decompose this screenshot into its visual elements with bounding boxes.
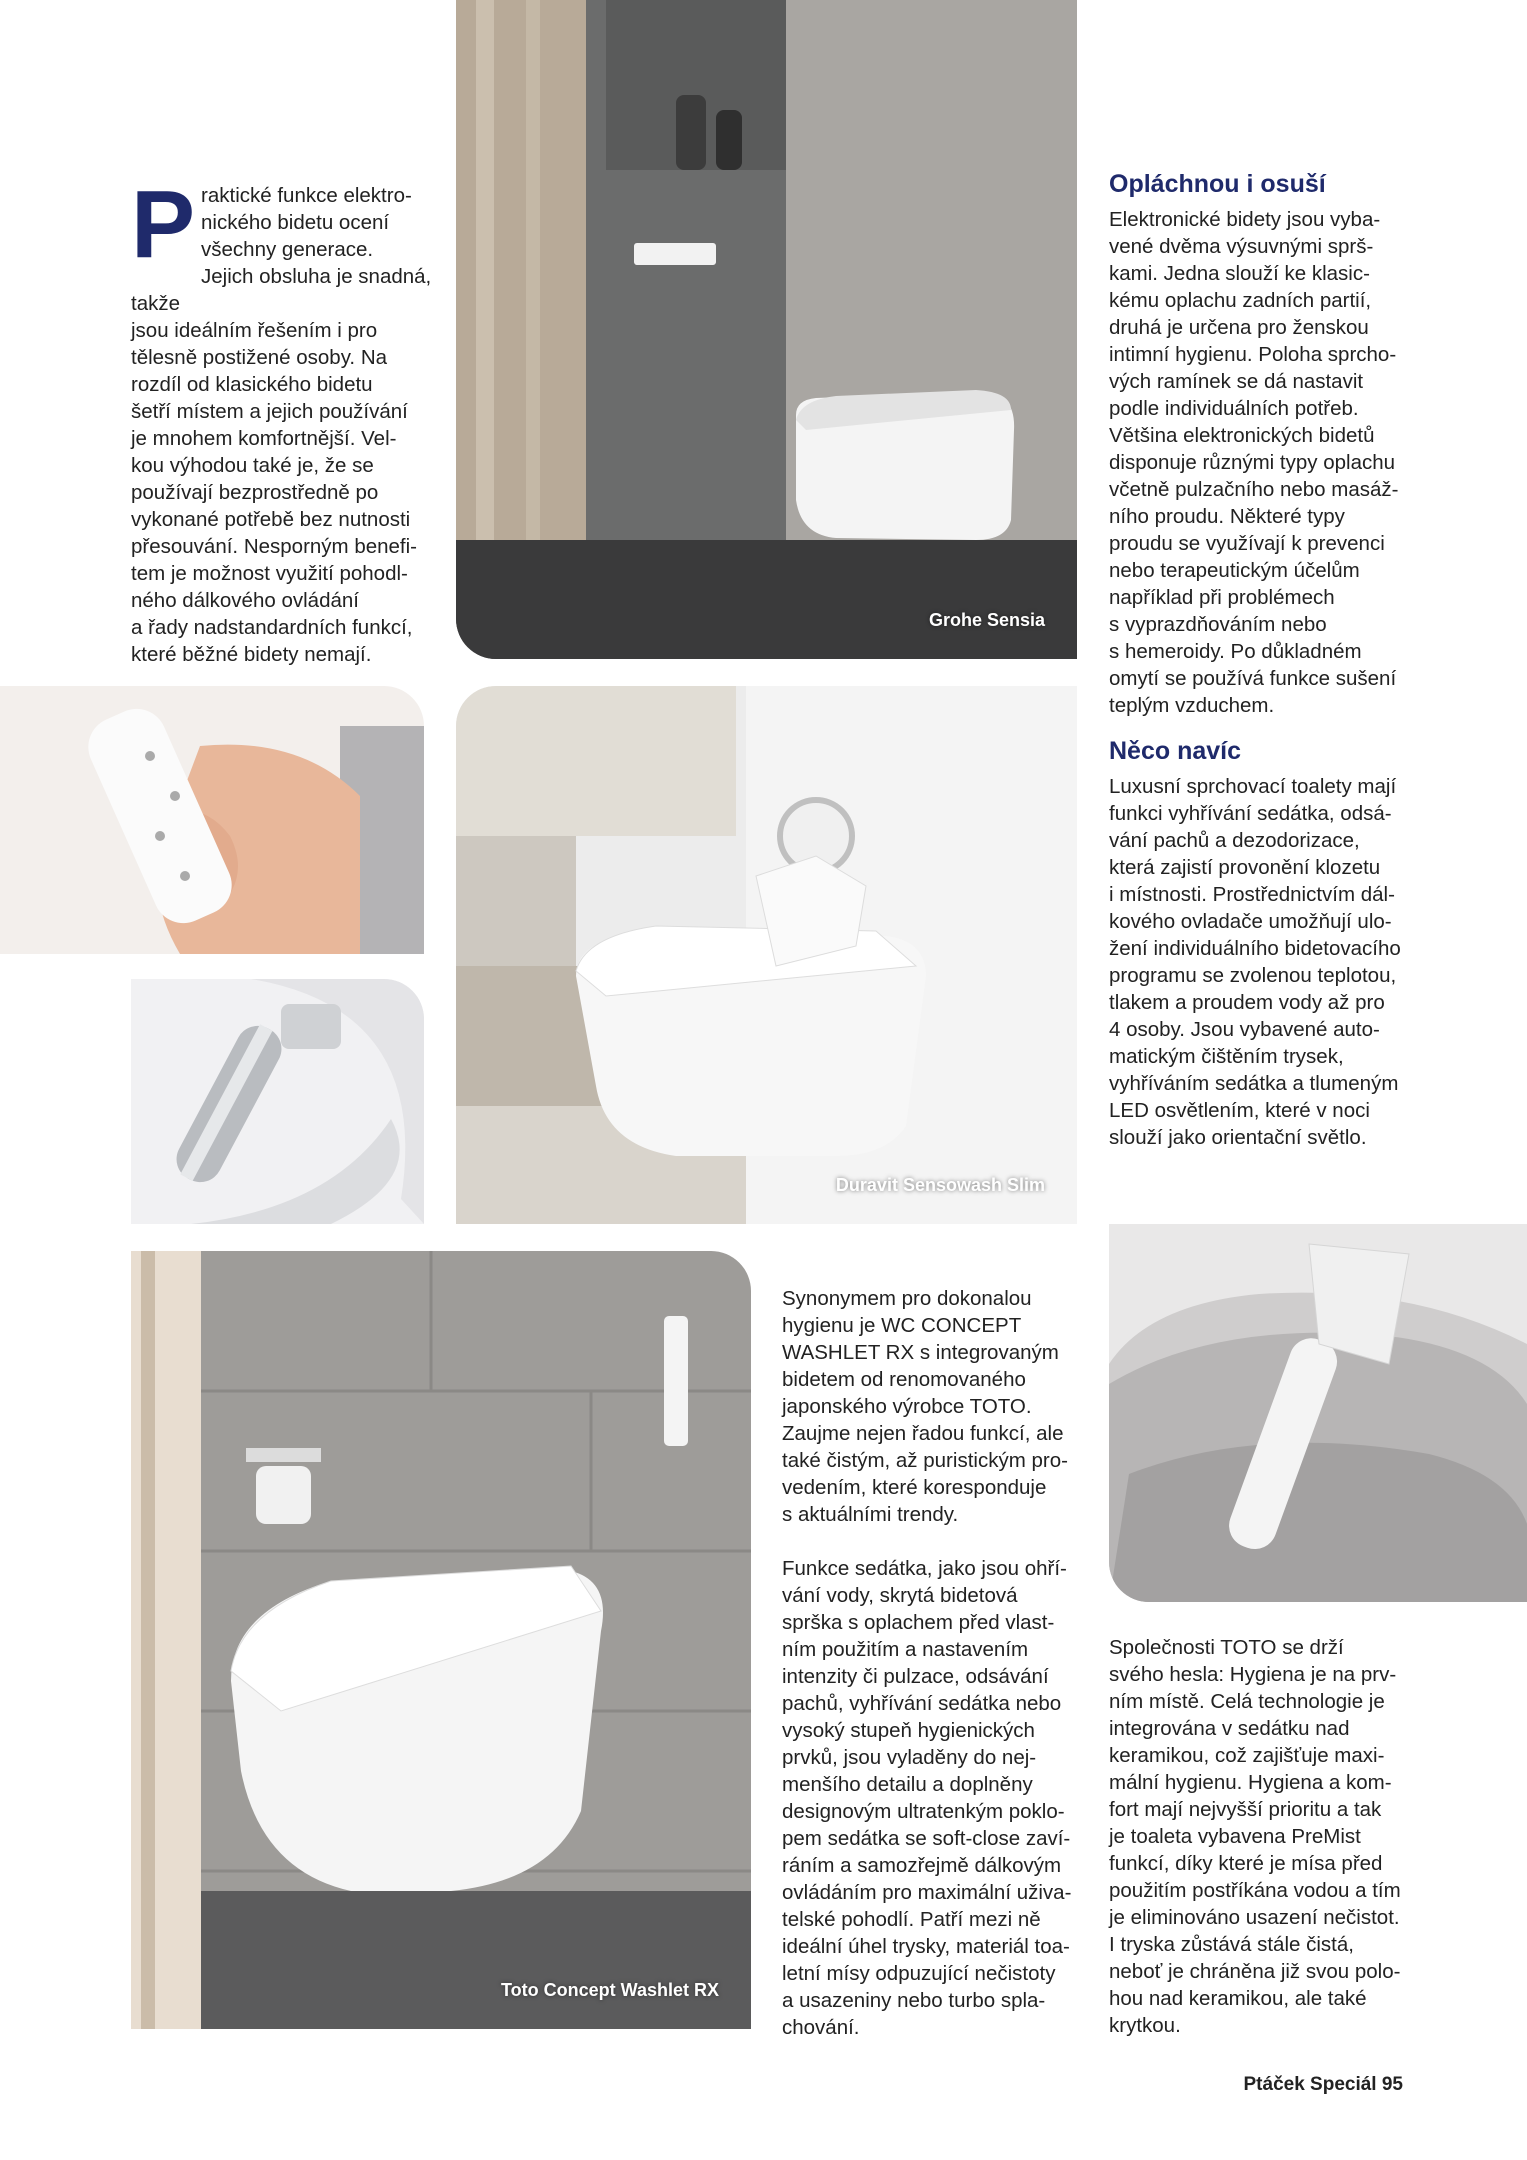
- caption-grohe: Grohe Sensia: [928, 610, 1045, 630]
- photo-toto-washlet: [131, 1251, 751, 2029]
- caption-toto: Toto Concept Washlet RX: [501, 1980, 719, 2000]
- heading-oplachnou: Opláchnou i osuší: [1109, 170, 1326, 198]
- intro-column: [131, 171, 436, 668]
- duravit-illustration: [456, 686, 1077, 1224]
- photo-grohe-sensia: [456, 0, 1077, 659]
- right-bottom-column: [1109, 1634, 1419, 2039]
- toto-intro-paragraph: Synonymem pro dokonalou hygienu je WC CONCEPT WASHLET RX s integrovaným bidetem od renomovaného japonského výrobce TOTO. Zaujme nejen řadou funkcí, ale také čistým, až puristickým pro- vedením, které koresponduje s aktuálními trendy.: [782, 1287, 1068, 1526]
- toto-hygiene-paragraph: Společnosti TOTO se drží svého hesla: Hygiena je na prv- ním místě. Celá technologie je integrována v sedátku nad keramikou, což zajišťuje maxi- mální hygienu. Hygiena a kom- fort mají nejvyšší prioritu a tak je toaleta vybavena PreMist funkcí, díky které je mísa před použitím postříkána vodou a tím je eliminováno usazení nečistot. I tryska zůstává stále čistá, neboť je chráněna již svou polo- hou nad keramikou, ale také krytkou.: [1109, 1636, 1401, 2037]
- remote-hand-illustration: [0, 686, 424, 954]
- right-column-top: [1109, 168, 1419, 719]
- right-mid-text: Luxusní sprchovací toalety mají funkci vyhřívání sedátka, odsá- vání pachů a dezodorizace, která zajistí provonění klozetu i místnosti. Prostřednictvím dál- kového ovladače umožňují ulo- žení individuálního bidetovacího programu se zvolenou teplotou, tlakem a proudem vody až pro 4 osoby. Jsou vybavené auto- matickým čištěním trysek, vyhříváním sedátka a tlumeným LED osvětlením, které v noci slouží jako orientační světlo.: [1109, 775, 1401, 1149]
- middle-bottom-column: [782, 1285, 1087, 2041]
- photo-remote-hand: [0, 686, 424, 954]
- heading-neco-navic: Něco navíc: [1109, 737, 1242, 765]
- photo-duravit-sensowash: [456, 686, 1077, 1224]
- intro-text: raktické funkce elektro- nického bidetu ocení všechny generace. Jejich obsluha je snadná, takže jsou ideálním řešením i pro tělesně postižené osoby. Na rozdíl od klasického bidetu šetří místem a jejich používání je mnohem komfortnější. Vel- kou výhodou také je, že se používají bezprostředně po vykonané potřebě bez nutnosti přesouvání. Nesporným benefi- tem je možnost využití pohodl- ného dálkového ovládání a řady nadstandardních funkcí, které běžné bidety nemají.: [131, 184, 432, 666]
- page-footer: Ptáček Speciál 95: [1243, 2074, 1403, 2095]
- photo-nozzle: [131, 979, 424, 1224]
- caption-duravit: Duravit Sensowash Slim: [835, 1175, 1045, 1195]
- toto-functions-paragraph: Funkce sedátka, jako jsou ohří- vání vody, skrytá bidetová sprška s oplachem před vlast- ním použitím a nastavením intenzity či pulzace, odsávání pachů, vyhřívání sedátka nebo vysoký stupeň hygienických prvků, jsou vyladěny do nej- menšího detailu a doplněny designovým ultratenkým poklo- pem sedátka se soft-close zaví- ráním a samozřejmě dálkovým ovládáním pro maximální uživa- telské pohodlí. Patří mezi ně ideální úhel trysky, materiál toa- letní mísy odpuzující nečistoty a usazeniny nebo turbo spla- chování.: [782, 1557, 1072, 2039]
- dropcap-letter: P: [131, 171, 196, 278]
- toto-illustration: [131, 1251, 751, 2029]
- right-top-text: Elektronické bidety jsou vyba- vené dvěma výsuvnými sprš- kami. Jedna slouží ke klasic- kému oplachu zadních partií, druhá je určena pro ženskou intimní hygienu. Poloha sprcho- vých ramínek se dá nastavit podle individuálních potřeb. Většina elektronických bidetů disponuje různými typy oplachu včetně pulzačního nebo masáž- ního proudu. Některé typy proudu se využívají k prevenci nebo terapeutickým účelům například při problémech s vyprazdňováním nebo s hemeroidy. Po důkladném omytí se používá funkce sušení teplým vzduchem.: [1109, 208, 1399, 717]
- nozzle-bowl-illustration: [1109, 1224, 1527, 1602]
- nozzle-illustration: [131, 979, 424, 1224]
- photo-nozzle-bowl: [1109, 1224, 1527, 1602]
- right-column-mid: [1109, 735, 1419, 1151]
- grohe-sensia-illustration: [456, 0, 1077, 659]
